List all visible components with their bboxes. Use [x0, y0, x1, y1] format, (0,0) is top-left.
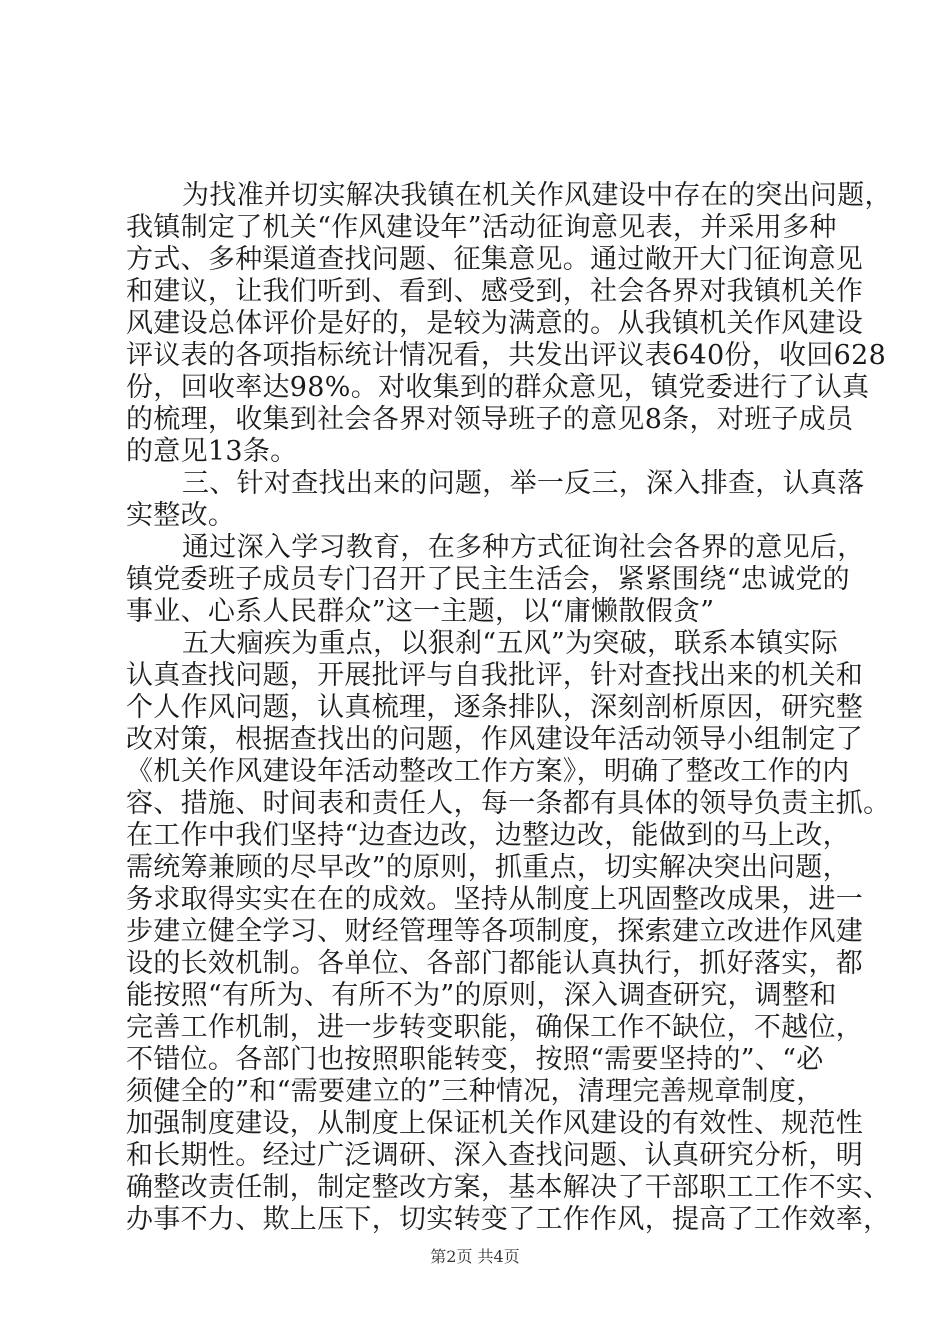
text-line: 和建议，让我们听到、看到、感受到，社会各界对我镇机关作	[126, 276, 864, 307]
text-line: 加强制度建设，从制度上保证机关作风建设的有效性、规范性	[126, 1108, 864, 1139]
text-line: 五大痼疾为重点，以狠刹“五风”为突破，联系本镇实际	[182, 628, 839, 659]
text-line: 为找准并切实解决我镇在机关作风建设中存在的突出问题，	[182, 180, 892, 211]
text-line: 风建设总体评价是好的，是较为满意的。从我镇机关作风建设	[126, 308, 864, 339]
text-line: 完善工作机制，进一步转变职能，确保工作不缺位，不越位，	[126, 1012, 864, 1043]
text-line: 的意见13条。	[126, 436, 298, 467]
text-line: 设的长效机制。各单位、各部门都能认真执行，抓好落实，都	[126, 948, 864, 979]
text-line: 份，回收率达98%。对收集到的群众意见，镇党委进行了认真	[126, 372, 870, 403]
text-line: 评议表的各项指标统计情况看，共发出评议表640份，收回628	[126, 340, 887, 371]
text-line: 方式、多种渠道查找问题、征集意见。通过敞开大门征询意见	[126, 244, 864, 275]
text-line: 通过深入学习教育，在多种方式征询社会各界的意见后，	[182, 532, 865, 563]
text-line: 需统筹兼顾的尽早改”的原则，抓重点，切实解决突出问题，	[126, 852, 850, 883]
text-line: 确整改责任制，制定整改方案，基本解决了干部职工工作不实、	[126, 1172, 891, 1203]
text-line: 和长期性。经过广泛调研、深入查找问题、认真研究分析，明	[126, 1140, 864, 1171]
text-line: 容、措施、时间表和责任人，每一条都有具体的领导负责主抓。	[126, 788, 891, 819]
text-line: 《机关作风建设年活动整改工作方案》，明确了整改工作的内	[126, 756, 850, 787]
text-line: 的梳理，收集到社会各界对领导班子的意见8条，对班子成员	[126, 404, 854, 435]
text-line: 镇党委班子成员专门召开了民主生活会，紧紧围绕“忠诚党的	[126, 564, 850, 595]
text-line: 我镇制定了机关“作风建设年”活动征询意见表，并采用多种	[126, 212, 837, 243]
text-line: 改对策，根据查找出的问题，作风建设年活动领导小组制定了	[126, 724, 864, 755]
text-line: 实整改。	[126, 500, 236, 531]
text-line: 认真查找问题，开展批评与自我批评，针对查找出来的机关和	[126, 660, 864, 691]
text-line: 在工作中我们坚持“边查边改，边整边改，能做到的马上改，	[126, 820, 850, 851]
text-line: 办事不力、欺上压下，切实转变了工作作风，提高了工作效率，	[126, 1204, 891, 1235]
text-line: 事业、心系人民群众”这一主题，以“庸懒散假贪”	[126, 596, 715, 627]
text-line: 个人作风问题，认真梳理，逐条排队，深刻剖析原因，研究整	[126, 692, 864, 723]
text-line: 不错位。各部门也按照职能转变，按照“需要坚持的”、“必	[126, 1044, 824, 1075]
text-line: 三、针对查找出来的问题，举一反三，深入排查，认真落	[182, 468, 865, 499]
document-body	[126, 180, 892, 1236]
text-line: 务求取得实实在在的成效。坚持从制度上巩固整改成果，进一	[126, 884, 864, 915]
text-line: 步建立健全学习、财经管理等各项制度，探索建立改进作风建	[126, 916, 864, 947]
text-line: 须健全的”和“需要建立的”三种情况，清理完善规章制度，	[126, 1076, 824, 1107]
page-footer: 第2页 共4页	[430, 1247, 520, 1266]
text-line: 能按照“有所为、有所不为”的原则，深入调查研究，调整和	[126, 980, 837, 1011]
